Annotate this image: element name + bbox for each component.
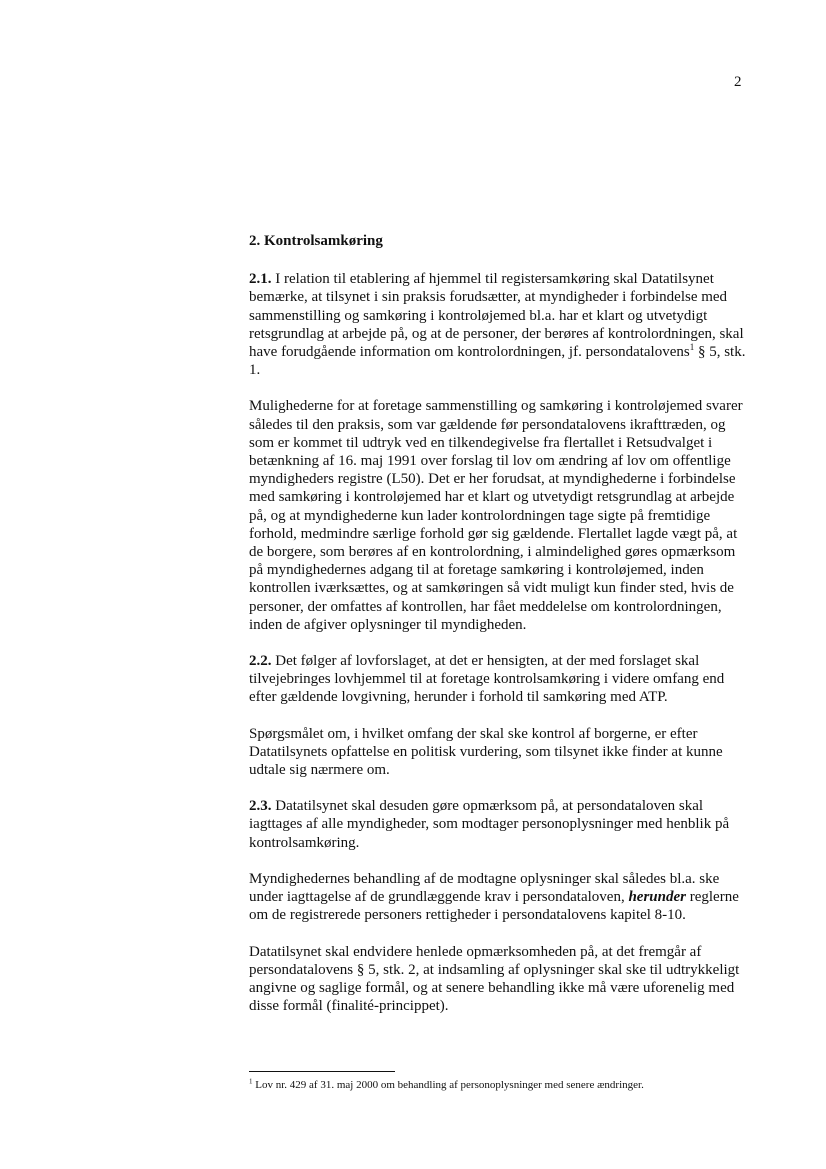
- paragraph-text: Det følger af lovforslaget, at det er hensigten, at der med forslaget skal tilvejebringes lovhjemmel til at foretage kontrolsamkøring i videre omfang end efter gældende lovgivning, herunder i forhold til samkøring med ATP.: [249, 653, 725, 706]
- footnote-text: Lov nr. 429 af 31. maj 2000 om behandling af personoplysninger med senere ændringer.: [252, 1079, 644, 1091]
- paragraph-praksis: Mulighederne for at foretage sammenstilling og samkøring i kontroløjemed svarer således til den praksis, som var gældende før persondatalovens ikrafttræden, og som er kommet til udtryk ved en tilkendegivelse fra flertallet i Retsudvalget i betænkning af 16. maj 1991 over forslag til lov om ændring af lov om offentlige myndigheders registre (L50). Det er her forudsat, at myndighederne i forbindelse med samkøring i kontroløjemed har et klart og utvetydigt retsgrundlag at arbejde på, og at myndighederne kun lader kontrolordningen tage sigte på fremtidige forhold, medmindre særlige forhold gør sig gældende. Flertallet lagde vægt på, at de borgere, som berøres af en kontrolordning, i almindelighed gøres opmærksom på myndighedernes adgang til at foretage samkøring i kontroløjemed, inden kontrollen iværksættes, og at samkøringen så vidt muligt kun finder sted, hvis de personer, der omfattes af kontrollen, har fået meddelelse om kontrolordningen, inden de afgiver oplysninger til myndigheden.: [249, 398, 743, 633]
- paragraph-text: I relation til etablering af hjemmel til registersamkøring skal Datatilsynet bemærke, at tilsynet i sin praksis forudsætter, at myndigheder i forbindelse med sammenstilling og samkøring i kontroløjemed bl.a. har et klart og utvetydigt retsgrundlag at arbejde på, og at de personer, der berøres af kontrolordningen, skal have forudgående information om kontrolordningen, jf. persondatalovens: [249, 271, 744, 361]
- paragraph-number: 2.1.: [249, 271, 272, 288]
- paragraph-text-tail: § 5, stk. 1.: [249, 344, 746, 379]
- paragraph-2-3: [249, 797, 749, 852]
- paragraph-2-1: [249, 270, 749, 379]
- paragraph-politisk-vurdering: Spørgsmålet om, i hvilket omfang der skal ske kontrol af borgerne, er efter Datatilsynets opfattelse en politisk vurdering, som tilsynet ikke finder at kunne udtale sig nærmere om.: [249, 725, 723, 779]
- page-number: 2: [734, 74, 742, 90]
- footnote: [249, 1079, 769, 1092]
- footnote-reference: 1: [689, 342, 695, 353]
- emphasis-text: herunder: [628, 889, 686, 906]
- paragraph-finalite: Datatilsynet skal endvidere henlede opmærksomheden på, at det fremgår af persondatalovens § 5, stk. 2, at indsamling af oplysninger skal ske til udtrykkeligt angivne og saglige formål, og at senere behandling ikke må være uforenelig med disse formål (finalité-princippet).: [249, 943, 740, 1015]
- paragraph-number: 2.2.: [249, 653, 272, 670]
- paragraph-number: 2.3.: [249, 798, 272, 815]
- paragraph-2-2: [249, 652, 749, 707]
- section-heading: 2. Kontrolsamkøring: [249, 233, 383, 249]
- footnote-marker: 1: [249, 1077, 253, 1086]
- paragraph-text: Myndighedernes behandling af de modtagne oplysninger skal således bl.a. ske under iagttagelse af de grundlæggende krav i persondataloven,: [249, 870, 720, 906]
- document-body: [249, 232, 749, 1033]
- paragraph-myndigheders-behandling: [249, 870, 749, 925]
- footnote-separator: [249, 1071, 395, 1072]
- paragraph-text: Datatilsynet skal desuden gøre opmærksom på, at persondataloven skal iagttages af alle myndigheder, som modtager personoplysninger med henblik på kontrolsamkøring.: [249, 798, 730, 851]
- paragraph-text-tail: reglerne om de registrerede personers rettigheder i persondatalovens kapitel 8-10.: [249, 889, 739, 924]
